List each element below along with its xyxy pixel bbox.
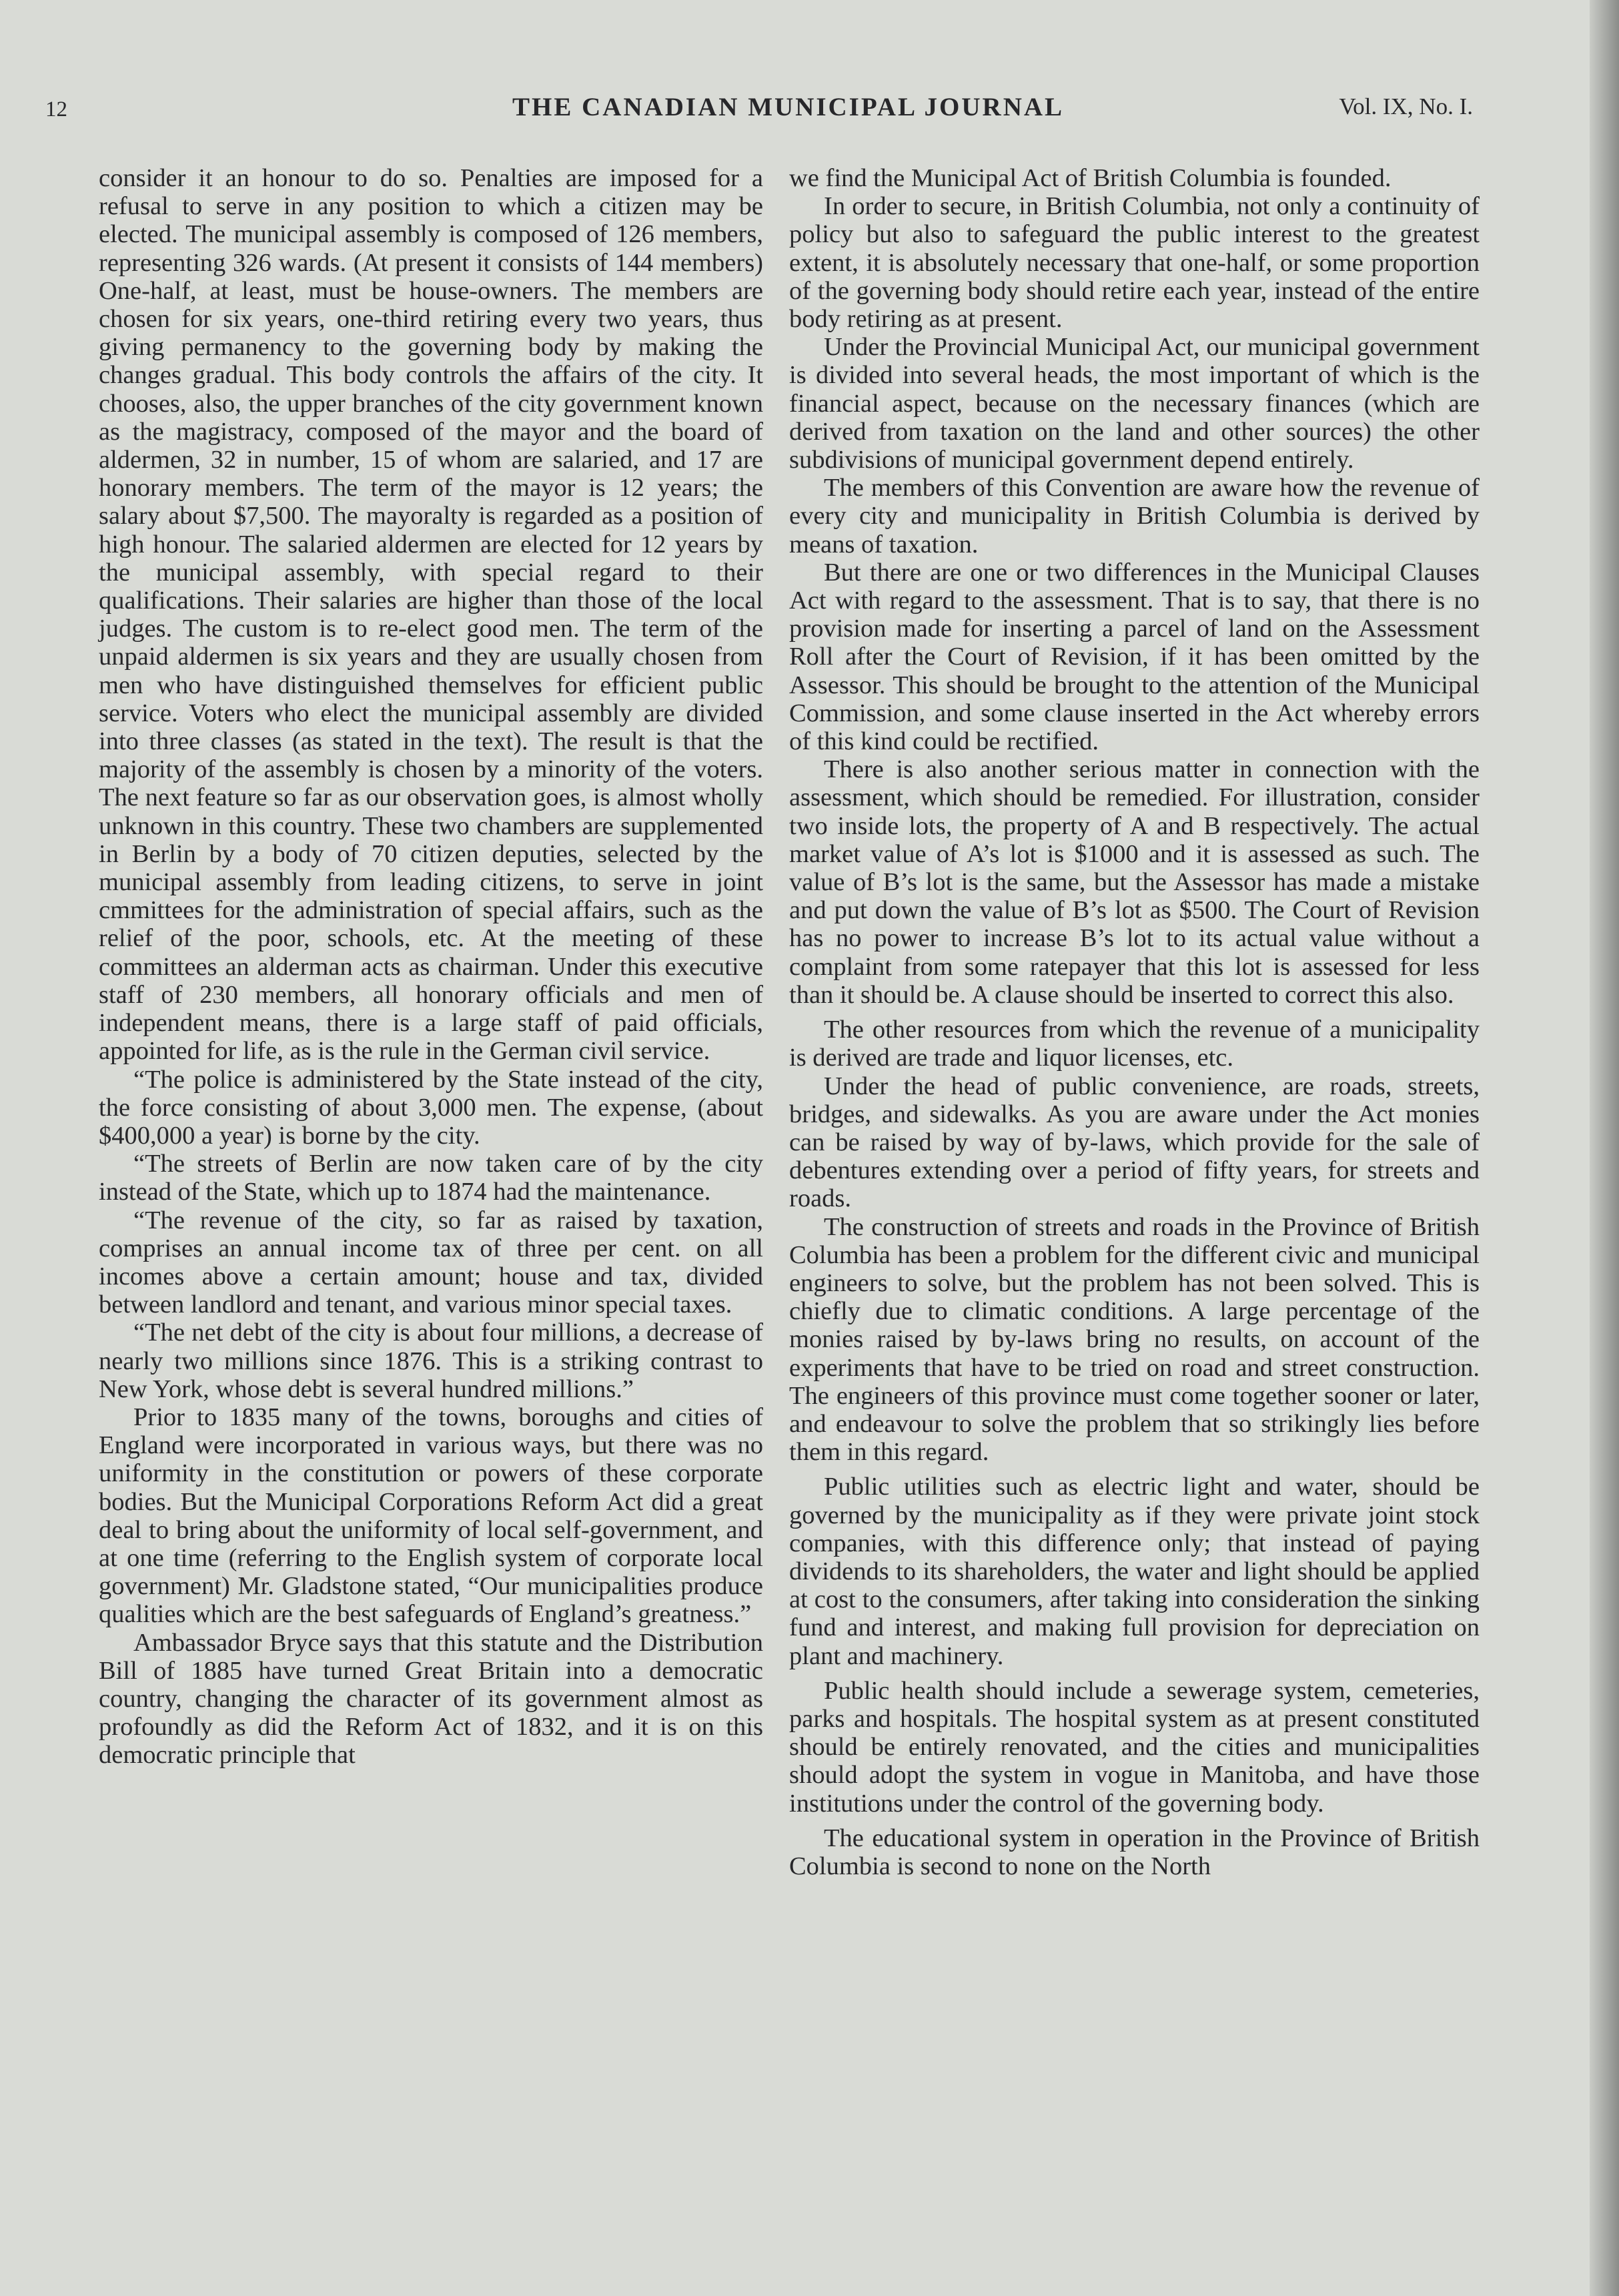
paragraph: In order to secure, in British Columbia, not only a continuity of policy but also to safeguard the public interest to the greatest extent, it is absolutely necessary that one-half, or some proportion of the governing body should retire each year, instead of the entire body retiring as at present. — [789, 192, 1480, 334]
paragraph: Public utilities such as electric light and water, should be governed by the municipality as if they were private joint stock companies, with this difference only; that instead of paying dividends to its shareholders, the water and light should be applied at cost to the consumers, after taking into consideration the sinking fund and interest, and making full provision for depreciation on plant and machinery. — [789, 1473, 1480, 1670]
paragraph: “The police is administered by the State instead of the city, the force consisting of about 3,000 men. The expense, (about $400,000 a year) is borne by the city. — [99, 1065, 763, 1150]
paragraph: There is also another serious matter in connection with the assessment, which should be remedied. For illustration, consider two inside lots, the property of A and B respectively. The actual market value of A’s lot is $1000 and it is assessed as such. The value of B’s lot is the same, but the Assessor has made a mistake and put down the value of B’s lot as $500. The Court of Revision has no power to increase B’s lot to its actual value without a complaint from some ratepayer that this lot is assessed for less than it should be. A clause should be inserted to correct this also. — [789, 755, 1480, 1009]
paragraph: But there are one or two differences in the Municipal Clauses Act with regard to the assessment. That is to say, that there is no provision made for inserting a parcel of land on the Assessment Roll after the Court of Revision, if it has been omitted by the Assessor. This should be brought to the attention of the Municipal Commission, and some clause inserted in the Act whereby errors of this kind could be rectified. — [789, 558, 1480, 756]
paragraph: consider it an honour to do so. Penalties are imposed for a refusal to serve in any position to which a citizen may be elected. The municipal assembly is composed of 126 members, representing 326 wards. (At present it consists of 144 members) One-half, at least, must be house-owners. The members are chosen for six years, one-third retiring every two years, thus giving permanency to the governing body by making the changes gradual. This body controls the affairs of the city. It chooses, also, the upper branches of the city government known as the magistracy, composed of the mayor and the board of aldermen, 32 in number, 15 of whom are salaried, and 17 are honorary members. The term of the mayor is 12 years; the salary about $7,500. The mayoralty is regarded as a position of high honour. The salaried aldermen are elected for 12 years by the municipal assembly, with special regard to their qualifications. Their salaries are higher than those of the local judges. The custom is to re-elect good men. The term of the unpaid aldermen is six years and they are usually chosen from men who have distinguished themselves for efficient public service. Voters who elect the municipal assembly are divided into three classes (as stated in the text). The result is that the majority of the assembly is chosen by a minority of the voters. The next feature so far as our observation goes, is almost wholly unknown in this country. These two chambers are supplemented in Berlin by a body of 70 citizen deputies, selected by the municipal assembly from leading citizens, to serve in joint cmmittees for the administration of special affairs, such as the relief of the poor, schools, etc. At the meeting of these committees an alderman acts as chairman. Under this executive staff of 230 members, all honorary officials and men of independent means, there is a large staff of paid officials, appointed for life, as is the rule in the German civil service. — [99, 164, 763, 1066]
page-edge — [1590, 0, 1619, 2296]
volume-issue: Vol. IX, No. I. — [1339, 93, 1473, 119]
paragraph: Under the head of public convenience, are roads, streets, bridges, and sidewalks. As you are aware under the Act monies can be raised by way of by-laws, which provide for the sale of debentures extending over a period of fifty years, for streets and roads. — [789, 1072, 1480, 1213]
paragraph: Prior to 1835 many of the towns, boroughs and cities of England were incorporated in various ways, but there was no uniformity in the constitution or powers of these corporate bodies. But the Municipal Corporations Reform Act did a great deal to bring about the uniformity of local self-government, and at one time (referring to the English system of corporate local government) Mr. Gladstone stated, “Our municipalities produce qualities which are the best safeguards of England’s greatness.” — [99, 1403, 763, 1629]
left-column — [99, 164, 763, 1770]
paragraph: The construction of streets and roads in the Province of British Columbia has been a problem for the different civic and municipal engineers to solve, but the problem has not been solved. This is chiefly due to climatic conditions. A large percentage of the monies raised by by-laws bring no results, on account of the experiments that have to be tried on road and street construction. The engineers of this province must come together sooner or later, and endeavour to solve the problem that so strikingly lies before them in this regard. — [789, 1212, 1480, 1467]
paragraph: “The net debt of the city is about four millions, a decrease of nearly two millions since 1876. This is a striking contrast to New York, whose debt is several hundred millions.” — [99, 1318, 763, 1403]
paragraph: The educational system in operation in the Province of British Columbia is second to none on the North — [789, 1824, 1480, 1880]
paragraph: The other resources from which the revenue of a municipality is derived are trade and liquor licenses, etc. — [789, 1016, 1480, 1072]
paragraph: The members of this Convention are aware how the revenue of every city and municipality in British Columbia is derived by means of taxation. — [789, 474, 1480, 558]
page-header — [45, 92, 1473, 132]
paragraph: Public health should include a sewerage system, cemeteries, parks and hospitals. The hospital system as at present constituted should be entirely renovated, and the cities and municipalities should adopt the system in vogue in Manitoba, and have those institutions under the control of the governing body. — [789, 1676, 1480, 1818]
paragraph: “The streets of Berlin are now taken care of by the city instead of the State, which up to 1874 had the maintenance. — [99, 1150, 763, 1206]
paragraph: Under the Provincial Municipal Act, our municipal government is divided into several heads, the most important of which is the financial aspect, because on the necessary finances (which are derived from taxation on the land and other sources) the other subdivisions of municipal government depend entirely. — [789, 333, 1480, 474]
journal-title: THE CANADIAN MUNICIPAL JOURNAL — [512, 93, 1065, 121]
paragraph: Ambassador Bryce says that this statute and the Distribution Bill of 1885 have turned Great Britain into a democratic country, changing the character of its government almost as profoundly as did the Reform Act of 1832, and it is on this democratic principle that — [99, 1628, 763, 1770]
page-number: 12 — [45, 97, 67, 121]
paragraph: we find the Municipal Act of British Columbia is founded. — [789, 164, 1392, 192]
right-column — [789, 164, 1480, 1880]
paragraph: “The revenue of the city, so far as raised by taxation, comprises an annual income tax of three per cent. on all incomes above a certain amount; house and tax, divided between landlord and tenant, and various minor special taxes. — [99, 1206, 763, 1319]
